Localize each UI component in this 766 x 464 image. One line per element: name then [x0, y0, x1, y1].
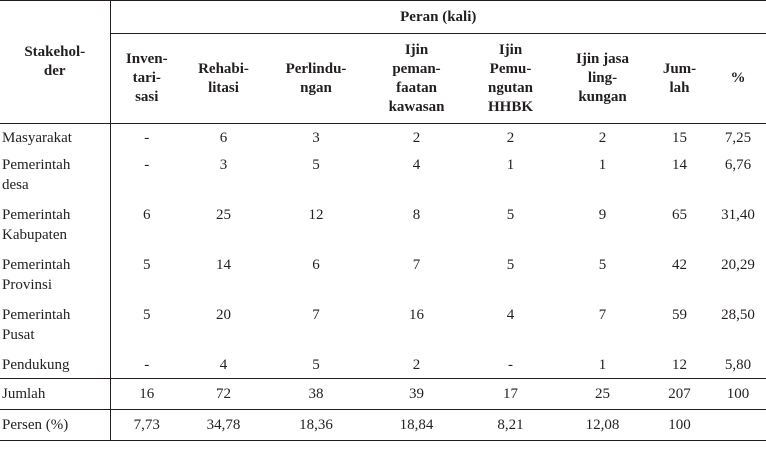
value-cell: 2: [506, 130, 515, 146]
value-cell: 14: [672, 156, 687, 173]
value-cell: 25: [216, 206, 231, 223]
value-cell: 100: [710, 379, 766, 410]
value-cell: 6: [110, 201, 183, 251]
value-cell: 9: [598, 206, 607, 223]
value-cell: 4: [506, 306, 515, 323]
stakeholder-cell: Pemerintah Pusat: [2, 306, 71, 343]
value-cell: 6,76: [724, 156, 752, 173]
value-cell: 34,78: [183, 410, 264, 441]
value-cell: 39: [368, 379, 465, 410]
value-cell: 8,21: [465, 410, 556, 441]
value-cell: 1: [506, 156, 515, 173]
value-cell: 12: [308, 206, 324, 223]
table-row: [0, 301, 766, 351]
value-cell: 7: [412, 256, 421, 273]
value-cell: 5: [312, 356, 320, 373]
value-cell: 4: [412, 156, 421, 173]
value-cell: 3: [312, 130, 320, 146]
value-cell: 18,36: [264, 410, 368, 441]
value-cell: 14: [216, 256, 231, 273]
value-cell: 38: [264, 379, 368, 410]
column-header: Ijin peman- faatan kawasan: [368, 34, 465, 124]
value-cell: 5: [506, 206, 515, 223]
stakeholder-cell: Masyarakat: [2, 130, 72, 146]
column-header: Inven- tari- sasi: [110, 34, 183, 124]
role-group-header: Peran (kali): [110, 1, 766, 34]
table-row: [0, 151, 766, 201]
table-body: [0, 124, 766, 441]
value-cell: -: [508, 356, 513, 373]
value-cell: 12,08: [556, 410, 649, 441]
table-row: [0, 201, 766, 251]
value-cell: 7,25: [724, 130, 752, 146]
value-cell: 31,40: [721, 206, 755, 223]
value-cell: [710, 410, 766, 441]
value-cell: 2: [412, 356, 421, 373]
value-cell: 17: [465, 379, 556, 410]
value-cell: 20: [216, 306, 231, 323]
value-cell: 20,29: [721, 256, 755, 273]
value-cell: 28,50: [721, 306, 755, 323]
value-cell: 2: [598, 130, 607, 146]
table-row: [0, 251, 766, 301]
stakeholder-cell: Pemerintah Kabupaten: [2, 206, 71, 243]
total-row-label: Jumlah: [0, 379, 110, 410]
value-cell: 2: [412, 130, 421, 146]
value-cell: 1: [598, 156, 607, 173]
table-row: [0, 124, 766, 151]
value-cell: 25: [556, 379, 649, 410]
value-cell: 5: [110, 301, 183, 351]
value-cell: 18,84: [368, 410, 465, 441]
value-cell: 12: [672, 356, 687, 373]
value-cell: -: [110, 124, 183, 151]
value-cell: 5: [598, 256, 607, 273]
value-cell: 59: [672, 306, 687, 323]
value-cell: 5: [110, 251, 183, 301]
column-header: Ijin Pemu- ngutan HHBK: [465, 34, 556, 124]
column-header: Rehabi- litasi: [183, 34, 264, 124]
value-cell: 16: [110, 379, 183, 410]
stakeholder-column-header: Stakehol- der: [0, 1, 110, 124]
value-cell: 15: [672, 130, 687, 146]
value-cell: 7: [598, 306, 607, 323]
value-cell: 7,73: [110, 410, 183, 441]
value-cell: 42: [672, 256, 687, 273]
value-cell: 5,80: [724, 356, 752, 373]
column-header: Ijin jasa ling- kungan: [556, 34, 649, 124]
value-cell: 65: [672, 206, 687, 223]
percent-row-label: Persen (%): [0, 410, 110, 441]
value-cell: 6: [312, 256, 320, 273]
value-cell: 5: [312, 156, 320, 173]
value-cell: 8: [412, 206, 421, 223]
value-cell: 4: [219, 356, 228, 373]
value-cell: -: [110, 151, 183, 201]
table-row: [0, 351, 766, 379]
value-cell: 3: [219, 156, 228, 173]
value-cell: 72: [183, 379, 264, 410]
value-cell: 6: [219, 130, 228, 146]
percent-row: [0, 410, 766, 441]
stakeholder-cell: Pendukung: [2, 356, 70, 373]
column-header-row: [0, 34, 766, 124]
stakeholder-cell: Pemerintah Provinsi: [2, 256, 71, 293]
column-header: Jum- lah: [649, 34, 710, 124]
stakeholder-cell: Pemerintah desa: [2, 156, 71, 193]
value-cell: 1: [598, 356, 607, 373]
value-cell: -: [110, 351, 183, 379]
value-cell: 5: [506, 256, 515, 273]
value-cell: 207: [649, 379, 710, 410]
total-row: [0, 379, 766, 410]
column-header: %: [710, 34, 766, 124]
value-cell: 7: [312, 306, 320, 323]
column-header: Perlindu- ngan: [264, 34, 368, 124]
value-cell: 16: [409, 306, 424, 323]
value-cell: 100: [649, 410, 710, 441]
